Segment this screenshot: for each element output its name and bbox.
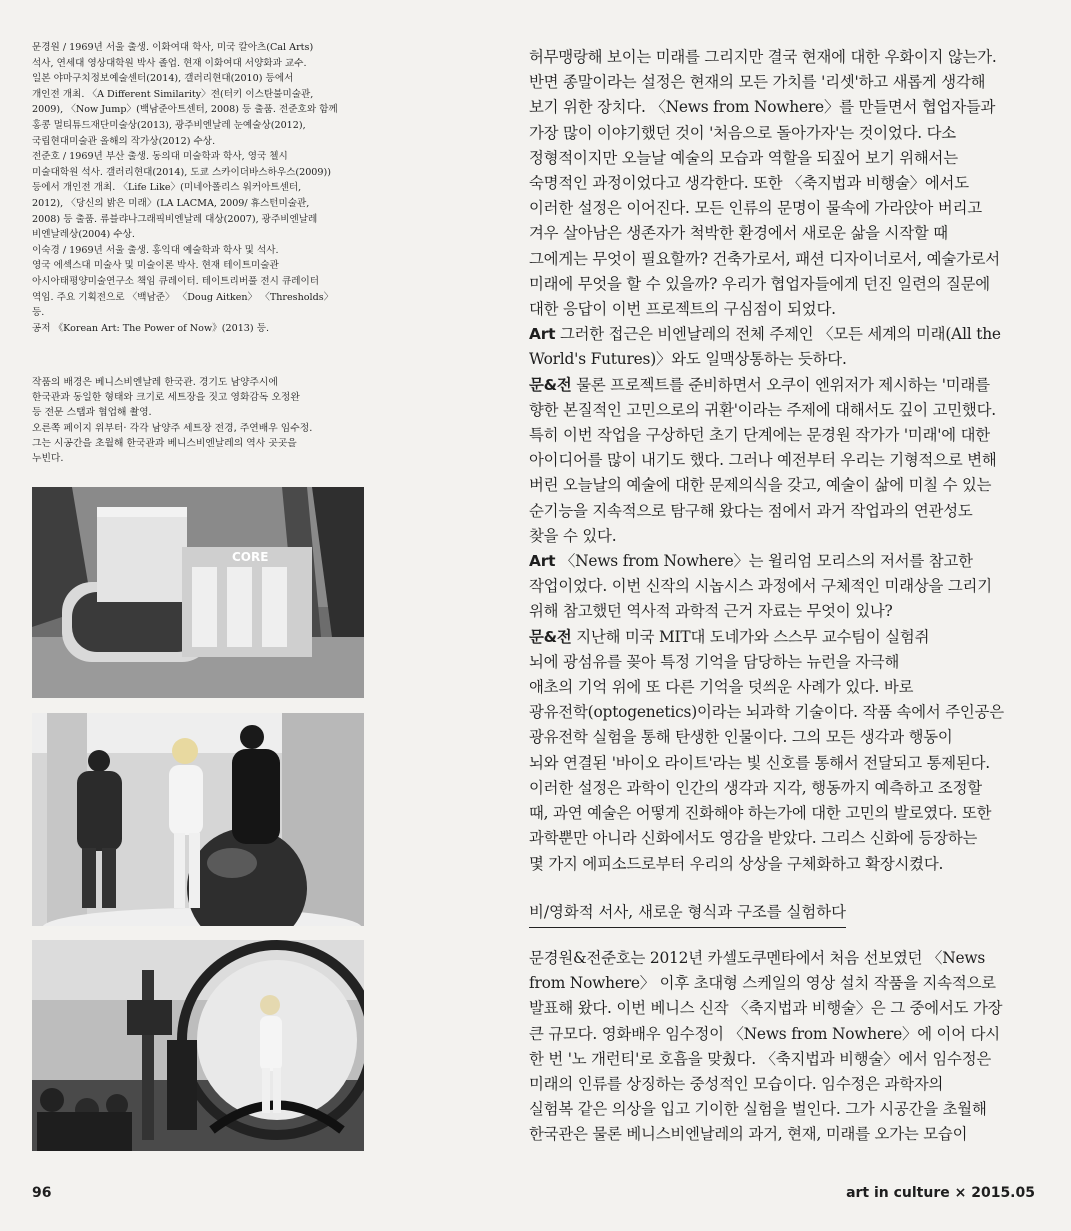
section-subheading: 비/영화적 서사, 새로운 형식과 구조를 실험하다 xyxy=(529,901,846,928)
paragraph-text: 〈News from Nowhere〉는 윌리엄 모리스의 저서를 참고한 작업이었다. 이번 신작의 시놉시스 과정에서 구체적인 미래상을 그리기 위해 참고했던 역사적 과학적 근거 자료는 무엇이 있나? xyxy=(529,552,992,621)
building-sign: CORE xyxy=(232,550,269,564)
speaker-label: Art xyxy=(529,325,556,344)
speaker-label: 문&전 xyxy=(529,375,572,394)
paragraph xyxy=(529,45,1019,322)
paragraph-text: 물론 프로젝트를 준비하면서 오쿠이 엔위저가 제시하는 '미래를 향한 본질적인 고민으로의 귀환'이라는 주제에 대해서도 깊이 고민했다. 특히 이번 작업을 구상하던 초기 단계에는 문경원 작가가 '미래'에 대한 아이디어를 많이 내기도 했다. 그러나 예전부터 우리는 기형적으로 변해 버린 오늘날의 예술에 대한 문제의식을 갖고, 예술이 삶에 미칠 수 있는 순기능을 지속적으로 탐구해 왔다는 점에서 과거 작업과의 연관성도 찾을 수 있다. xyxy=(529,375,997,545)
answer-paragraph xyxy=(529,625,1019,877)
photo-filming-crew xyxy=(32,940,364,1151)
paragraph-text: 허무맹랑해 보이는 미래를 그리지만 결국 현재에 대한 우화이지 않는가. 반면 종말이라는 설정은 현재의 모든 가치를 '리셋'하고 새롭게 생각해 보기 위한 장치다. 〈News from Nowhere〉를 만들면서 협업자들과 가장 많이 이야기했던 것이 '처음으로 돌아가자'는 것이었다. 다소 정형적이지만 오늘날 예술의 모습과 역할을 되짚어 보기 위해서는 숙명적인 과정이었다고 생각한다. 또한 〈축지법과 비행술〉에서도 이러한 설정은 이어진다. 모든 인류의 문명이 물속에 가라앉아 버리고 겨우 살아남은 생존자가 척박한 환경에서 새로운 삶을 시작할 때 그에게는 무엇이 필요할까? 건축가로서, 패션 디자이너로서, 예술가로서 미래에 무엇을 할 수 있을까? 우리가 협업자들에게 던진 일련의 질문에 대한 응답이 이번 프로젝트의 구심점이 되었다. xyxy=(529,48,1000,319)
paragraph-text: 그러한 접근은 비엔날레의 전체 주제인 〈모든 세계의 미래(All the World's Futures)〉와도 일맥상통하는 듯하다. xyxy=(529,325,1001,369)
bio-lee-sook-kyung: 이숙경 / 1969년 서울 출생. 홍익대 예술학과 학사 및 석사. 영국 에섹스대 미술사 및 미술이론 박사. 현재 테이트미술관 아시아태평양미술연구소 책임 큐레이터. 테이트리버풀 전시 큐레이터 역임. 주요 기획전으로 〈백남준〉 〈Doug Aitken〉 〈Thresholds〉 등. 공저 《Korean Art: The Power of Now》(2013) 등. xyxy=(32,244,334,334)
caption-photos: 오른쪽 페이지 위부터· 각각 남양주 세트장 전경, 주연배우 임수정. 그는 시공간을 초월해 한국관과 베니스비엔날레의 역사 곳곳을 누빈다. xyxy=(32,422,313,465)
artist-bios xyxy=(32,40,344,336)
photo-caption xyxy=(32,375,357,466)
answer-paragraph xyxy=(529,373,1019,549)
question-paragraph xyxy=(529,549,1019,625)
photo-set-exterior xyxy=(32,487,364,698)
photo-actress-set xyxy=(32,713,364,926)
interview-body xyxy=(529,45,1019,877)
caption-background: 작품의 배경은 베니스비엔날레 한국관. 경기도 남양주시에 한국관과 동일한 형태와 크기로 세트장을 짓고 영화감독 오정완 등 전문 스탭과 협업해 촬영. xyxy=(32,377,300,419)
bio-jeon-joonho: 전준호 / 1969년 부산 출생. 동의대 미술학과 학사, 영국 첼시 미술대학원 석사. 갤러리현대(2014), 도쿄 스카이더바스하우스(2009)) 등에서 개인전 개최. 〈Life Like〉(미네아폴리스 워커아트센터, 2012), 〈당신의 밝은 미래〉(LA LACMA, 2009/ 휴스턴미술관, 2008) 등 출품. 류블랴나그래픽비엔날레 대상(2007), 광주비엔날레 비엔날레상(2004) 수상. xyxy=(32,151,331,241)
paragraph-text: 문경원&전준호는 2012년 카셀도쿠멘타에서 처음 선보였던 〈News from Nowhere〉 이후 초대형 스케일의 영상 설치 작품을 지속적으로 발표해 왔다. 이번 베니스 신작 〈축지법과 비행술〉은 그 중에서도 가장 큰 규모다. 영화배우 임수정이 〈News from Nowhere〉에 이어 다시 한 번 '노 개런티'로 호흡을 맞췄다. 〈축지법과 비행술〉에서 임수정은 미래의 인류를 상징하는 중성적인 모습이다. 임수정은 과학자의 실험복 같은 의상을 입고 기이한 실험을 벌인다. 그가 시공간을 초월해 한국관은 물론 베니스비엔날레의 과거, 현재, 미래를 오가는 모습이 xyxy=(529,949,1003,1144)
section-body xyxy=(529,946,1019,1148)
speaker-label: Art xyxy=(529,552,556,571)
magazine-footer: art in culture × 2015.05 xyxy=(846,1185,1035,1201)
bio-moon-kyungwon: 문경원 / 1969년 서울 출생. 이화여대 학사, 미국 칼아츠(Cal Arts) 석사, 연세대 영상대학원 박사 졸업. 현재 이화여대 서양화과 교수. 일본 야마구치정보예술센터(2014), 갤러리현대(2010) 등에서 개인전 개최. 〈A Different Similarity〉전(터키 이스탄불미술관, 2009), 〈Now Jump〉(백남준아트센터, 2008) 등 출품. 전준호와 함께 홍콩 멀티튜드재단미술상(2013), 광주비엔날레 눈예술상(2012), 국립현대미술관 올해의 작가상(2012) 수상. xyxy=(32,42,338,147)
speaker-label: 문&전 xyxy=(529,627,572,646)
page-number: 96 xyxy=(32,1185,52,1201)
paragraph-text: 지난해 미국 MIT대 도네가와 스스무 교수팀이 실험쥐 뇌에 광섬유를 꽂아 특정 기억을 담당하는 뉴런을 자극해 애초의 기억 위에 또 다른 기억을 덧씌운 사례가 있다. 바로 광유전학(optogenetics)이라는 뇌과학 기술이다. 작품 속에서 주인공은 광유전학 실험을 통해 탄생한 인물이다. 그의 모든 생각과 행동이 뇌와 연결된 '바이오 라이트'라는 빛 신호를 통해서 전달되고 통제된다. 이러한 설정은 과학이 인간의 생각과 지각, 행동까지 예측하고 조정할 때, 과연 예술은 어떻게 진화해야 하는가에 대한 고민의 발로였다. 또한 과학뿐만 아니라 신화에서도 영감을 받았다. 그리스 신화에 등장하는 몇 가지 에피소드로부터 우리의 상상을 구체화하고 확장시켰다. xyxy=(529,627,1004,873)
question-paragraph xyxy=(529,322,1019,372)
